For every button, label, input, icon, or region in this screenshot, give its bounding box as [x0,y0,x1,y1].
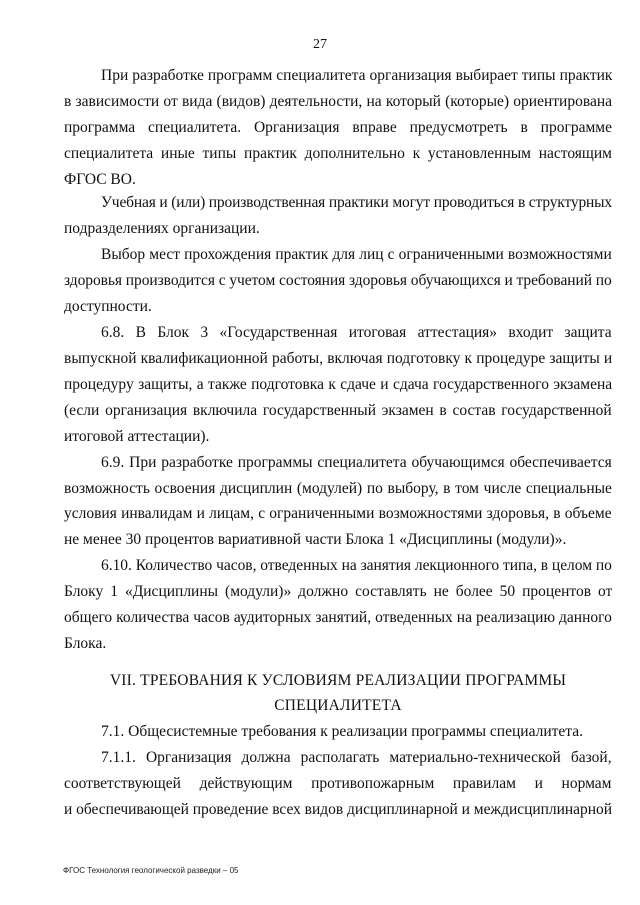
text-line: подразделениях организации. [64,220,260,237]
text-line: Блоку 1 «Дисциплины (модули)» должно составлять не более 50 процентов от [64,583,613,600]
text-line: Блока. [64,635,107,652]
text-line: ФГОС ВО. [64,171,136,188]
text-line: не менее 30 процентов вариативной части Блока 1 «Дисциплины (модули)». [64,531,567,548]
text-line: 6.8. В Блок 3 «Государственная итоговая аттестация» входит защита [101,324,612,341]
text-line: условия инвалидам и лицам, с ограниченными возможностями здоровья, в объеме [64,505,612,522]
text-line: Выбор мест прохождения практик для лиц с ограниченными возможностями [101,246,612,263]
text-line: 7.1. Общесистемные требования к реализации программы специалитета. [101,723,583,740]
footer-note: ФГОС Технология геологической разведки – 05 [63,866,239,875]
text-line: выпускной квалификационной работы, включая подготовку к процедуре защиты и [64,350,613,367]
section-heading: VII. ТРЕБОВАНИЯ К УСЛОВИЯМ РЕАЛИЗАЦИИ ПРОГРАММЫ [109,672,567,689]
page-number: 27 [313,37,327,52]
text-line: здоровья производится с учетом состояния здоровья обучающихся и требований по [64,272,612,289]
text-line: итоговой аттестации). [64,428,210,445]
text-line: При разработке программ специалитета организация выбирает типы практик [101,67,613,84]
text-line: возможность освоения дисциплин (модулей) по выбору, в том числе специальные [64,480,612,497]
text-line: Учебная и (или) производственная практики могут проводиться в структурных [101,194,612,211]
text-line: (если организация включила государственный экзамен в состав государственной [64,402,612,419]
text-line: программа специалитета. Организация вправе предусмотреть в программе [64,119,612,136]
text-line: соответствующей действующим противопожарным правилам и нормам [64,775,612,792]
text-line: в зависимости от вида (видов) деятельности, на который (которые) ориентирована [64,93,612,110]
text-line: и обеспечивающей проведение всех видов дисциплинарной и междисциплинарной [64,801,612,818]
text-line: 6.9. При разработке программы специалитета обучающимся обеспечивается [101,454,612,471]
text-line: доступности. [64,298,152,315]
section-heading-continued: СПЕЦИАЛИТЕТА [274,697,402,714]
text-line: общего количества часов аудиторных занятий, отведенных на реализацию данного [64,609,612,626]
text-line: специалитета иные типы практик дополнительно к установленным настоящим [64,145,612,162]
text-line: 7.1.1. Организация должна располагать материально-технической базой, [101,749,612,766]
text-line: процедуру защиты, а также подготовка к сдаче и сдача государственного экзамена [64,376,613,393]
text-line: 6.10. Количество часов, отведенных на занятия лекционного типа, в целом по [101,557,612,574]
